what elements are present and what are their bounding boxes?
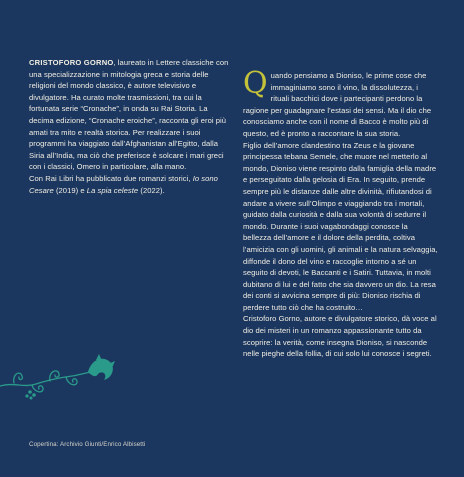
book-title-1: Io sono Cesare [29, 173, 218, 195]
books-intro: Con Rai Libri ha pubblicato due romanzi storici, [29, 173, 193, 183]
blurb-paragraph-3: Cristoforo Gorno, autore e divulgatore storico, dà voce al dio dei misteri in un romanzo appassionante tutto da scoprire: la verità, come insegna Dioniso, si nasconde nelle pieghe della follia, di cui solo lui conosce i segreti. [243, 314, 437, 359]
author-name: CRISTOFORO GORNO [29, 58, 114, 67]
book-title-2: La spia celeste [86, 185, 139, 195]
book-year-2: (2022). [138, 185, 165, 195]
author-bio [29, 57, 229, 196]
drop-cap: Q [243, 66, 268, 101]
blurb-paragraph-1-text: uando pensiamo a Dioniso, le prime cose che immaginiamo sono il vino, la dissolutezza, i rituali bacchici dove i partecipanti perdono la ragione per guadagnare l’estasi dei sensi. Ma il dio che conosciamo anche con il nome di Bacco è molto più di questo, ed è pronto a raccontare la sua storia. [243, 71, 432, 138]
grapevine-ornament-icon [0, 352, 118, 402]
book-year-1: (2019) e [53, 185, 87, 195]
blurb-paragraph-2: Figlio dell’amore clandestino tra Zeus e la giovane principessa tebana Semele, che muore nel metterlo al mondo, Dioniso viene respinto dalla famiglia della madre e perseguitato dalla gelosia di Era. In seguito, prende sempre più le distanze dalle altre divinità, rifiutandosi di andare a vivere sull’Olimpo e viaggiando tra i mortali, guidato dalla curiosità e dalla sua volontà di sedurre il mondo. Durante i suoi vagabondaggi conosce la bellezza dell’amore e il dolore della perdita, coltiva l’amicizia con gli uomini, gli animali e la natura selvaggia, diffonde il dono del vino e raccoglie intorno a sé un seguito di devoti, le Baccanti e i Satiri. Tuttavia, in molti dubitano di lui e del fatto che sia davvero un dio. La resa dei conti si avvicina sempre di più: Dioniso rischia di perdere tutto ciò che ha costruito… [243, 140, 438, 312]
blurb-paragraph-1 [243, 66, 438, 140]
book-blurb [243, 66, 438, 360]
cover-credit: Copertina: Archivio Giunti/Enrico Albisetti [29, 441, 146, 448]
author-bio-text: , laureato in Lettere classiche con una specializzazione in mitologia greca e storia delle religioni del mondo classico, è autore televisivo e divulgatore. Ha curato molte trasmissioni, tra cui la fortunata serie “Cronache”, in onda su Rai Storia. La decima edizione, “Cronache eroiche”, racconta gli eroi più amati tra mito e realtà storica. Per realizzare i suoi programmi ha viaggiato dall’Afghanistan all’Egitto, dalla Siria all’India, ma ciò che preferisce è solcare i mari greci con i classici, Omero in particolare, alla mano. [29, 58, 229, 172]
